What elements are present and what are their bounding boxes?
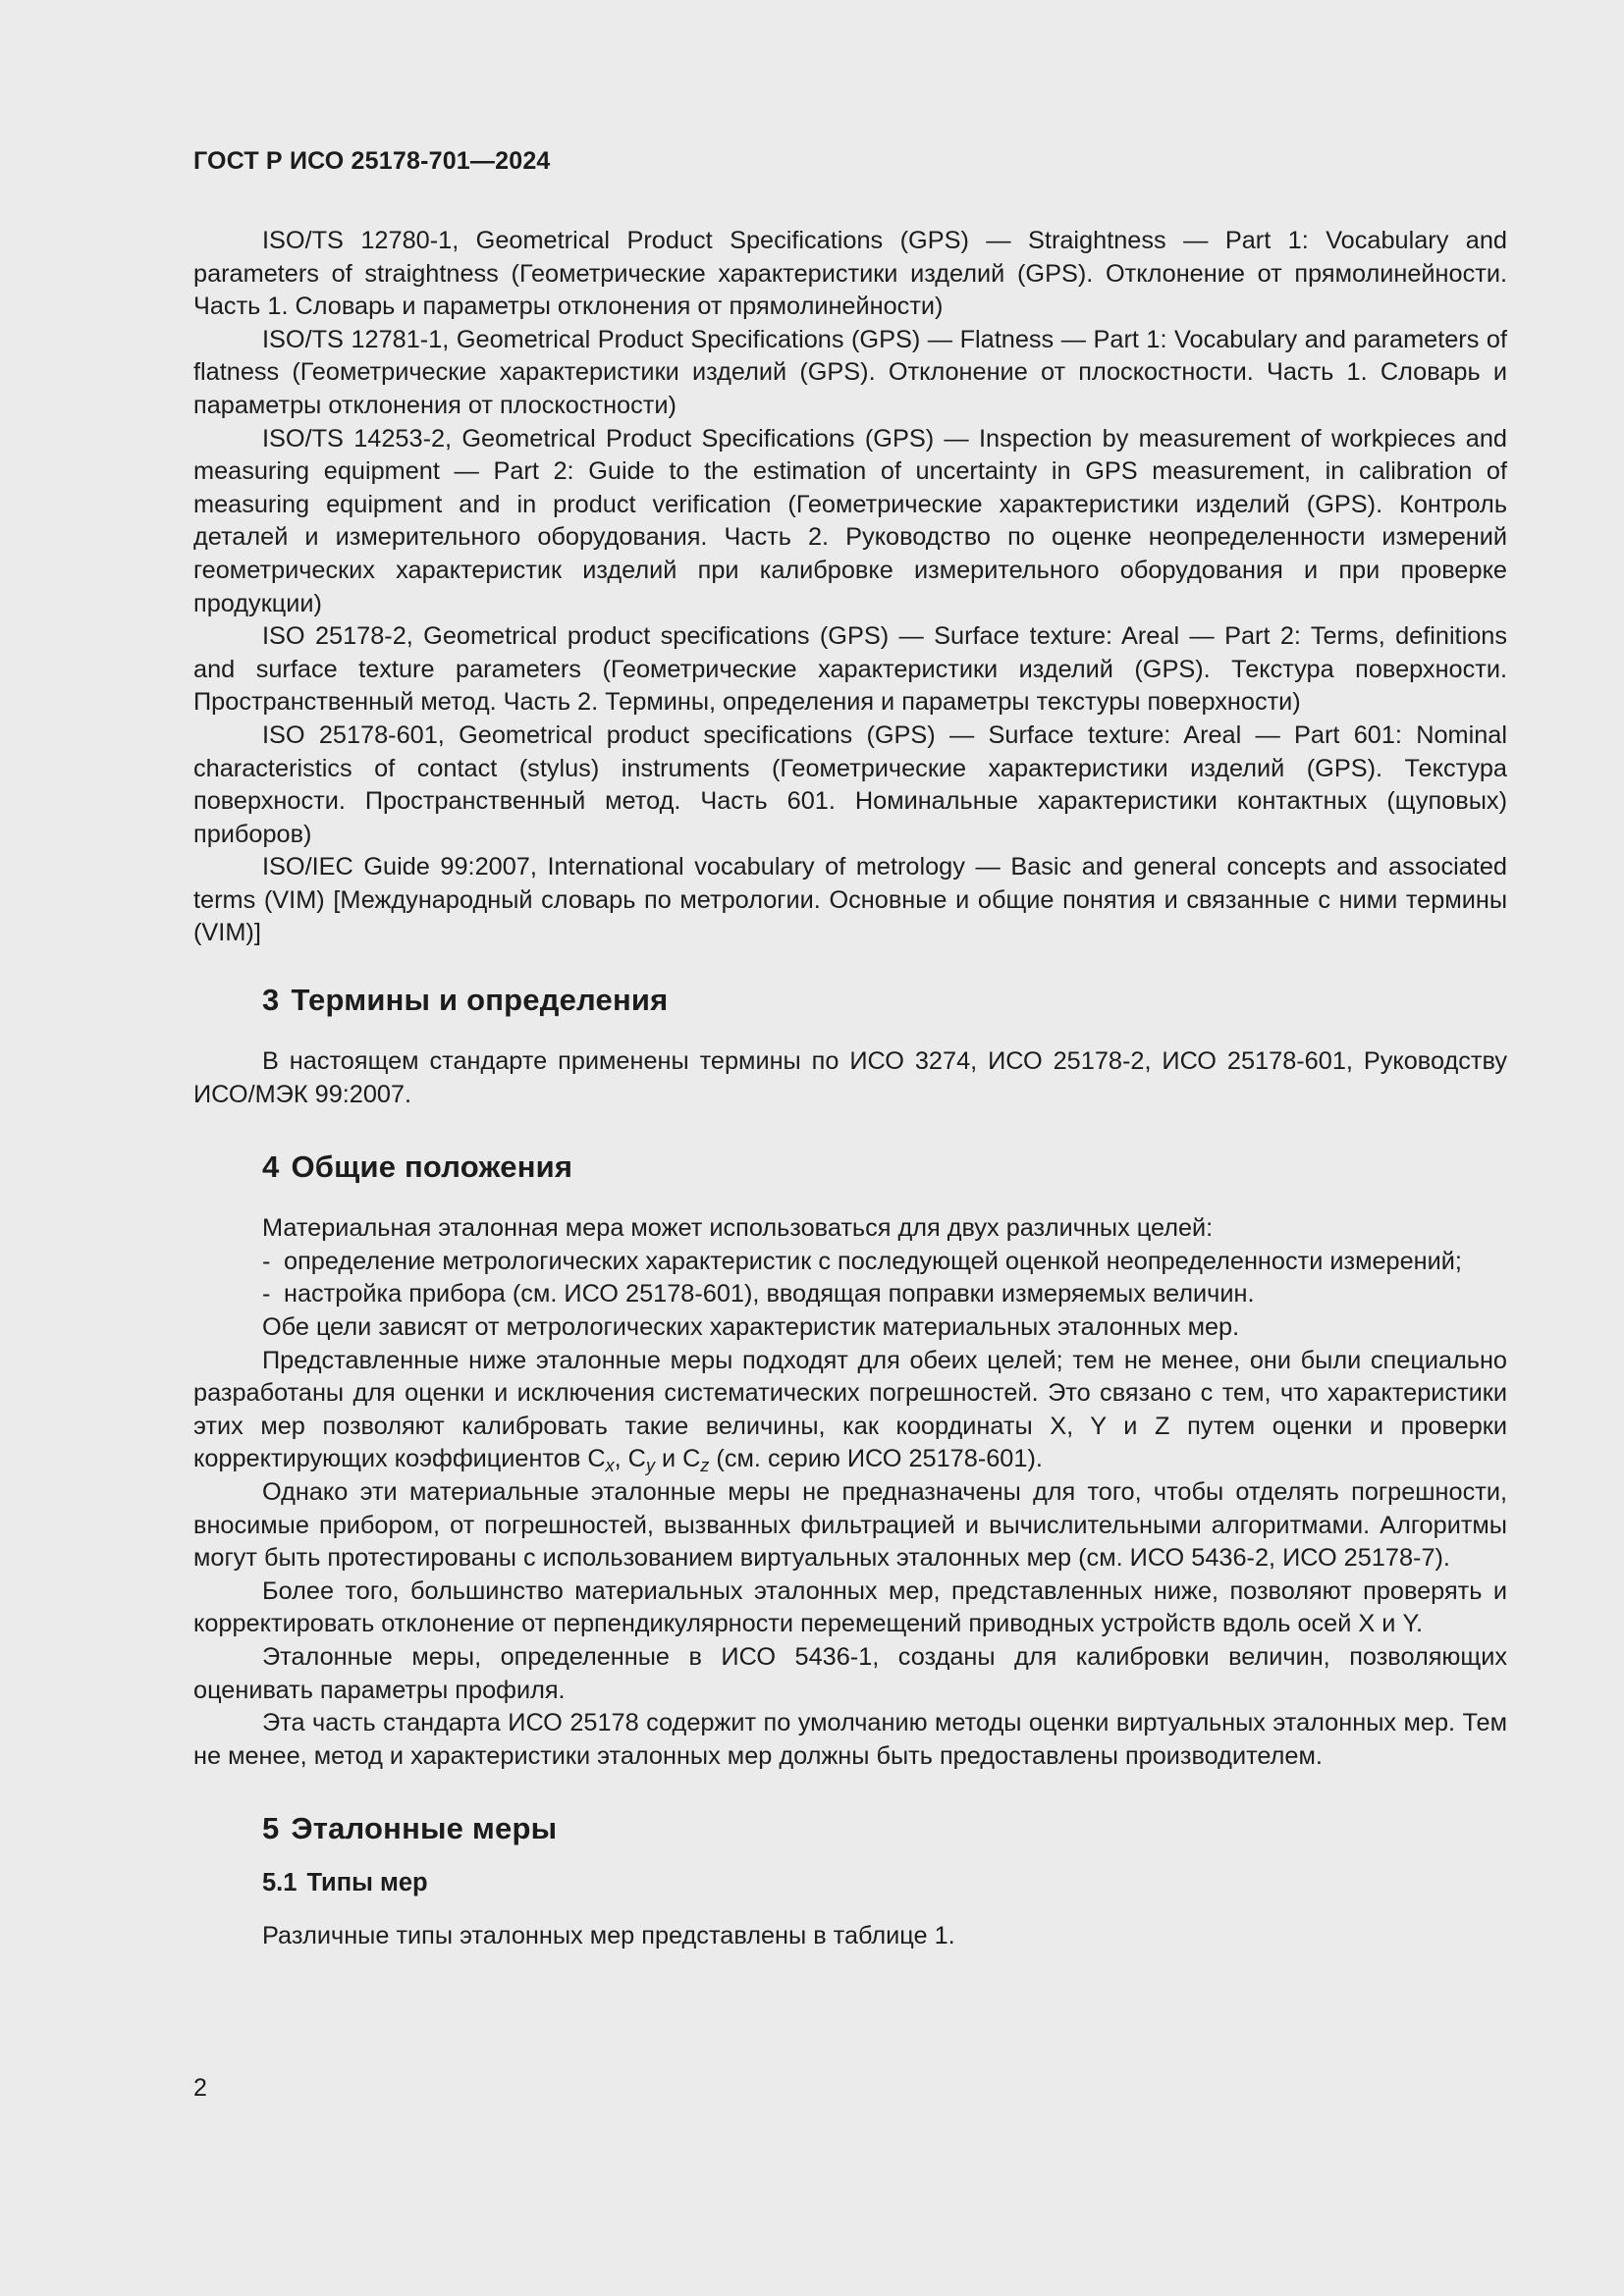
section-3-heading: [193, 981, 1507, 1020]
subsection-5-1-title: Типы мер: [306, 1869, 428, 1897]
section-4-intro: Материальная эталонная мера может использоваться для двух различных целей:: [262, 1214, 1214, 1243]
document-header: ГОСТ Р ИСО 25178-701—2024: [193, 147, 551, 175]
section-5-heading: [193, 1809, 1507, 1848]
reference-item: ISO 25178-601, Geometrical product specifications (GPS) — Surface texture: Areal — Part 601: Nominal characteristics of contact (stylus) instruments (Геометрические характеристики изделий (GPS). Текстура поверхности. Пространственный метод. Часть 601. Номинальные характеристики контактных (щуповых) приборов): [193, 721, 1507, 848]
reference-item: ISO/TS 14253-2, Geometrical Product Specifications (GPS) — Inspection by measurement of workpieces and measuring equipment — Part 2: Guide to the estimation of uncertainty in GPS measurement, in calibration of measuring equipment and in product verification (Геометрические характеристики изделий (GPS). Контроль деталей и измерительного оборудования. Часть 2. Руководство по оценке неопределенности измерений геометрических характеристик изделий при калибровке измерительного оборудования и при проверке продукции): [193, 424, 1507, 617]
reference-item: ISO/TS 12780-1, Geometrical Product Specifications (GPS) — Straightness — Part 1: Vocabulary and parameters of straightness (Геометрические характеристики изделий (GPS). Отклонение от прямолинейности. Часть 1. Словарь и параметры отклонения от прямолинейности): [193, 227, 1507, 321]
list-item: [193, 1278, 1507, 1311]
section-4-number: 4: [262, 1149, 280, 1185]
page-number: 2: [193, 2074, 207, 2102]
reference-item: ISO/TS 12781-1, Geometrical Product Specifications (GPS) — Flatness — Part 1: Vocabulary and parameters of flatness (Геометрические характеристики изделий (GPS). Отклонение от плоскостности. Часть 1. Словарь и параметры отклонения от плоскостности): [193, 325, 1507, 419]
list-item-text: определение метрологических характеристик с последующей оценкой неопределенности измерений;: [284, 1247, 1462, 1275]
section-5-title: Эталонные меры: [291, 1811, 558, 1846]
subsection-5-1-heading: [193, 1866, 1507, 1899]
section-3-text: В настоящем стандарте применены термины по ИСО 3274, ИСО 25178-2, ИСО 25178-601, Руководству ИСО/МЭК 99:2007.: [193, 1047, 1507, 1108]
reference-item: ISO 25178-2, Geometrical product specifications (GPS) — Surface texture: Areal — Part 2: Terms, definitions and surface texture parameters (Геометрические характеристики изделий (GPS). Текстура поверхности. Пространственный метод. Часть 2. Термины, определения и параметры текстуры поверхности): [193, 622, 1507, 717]
section-3-title: Термины и определения: [291, 983, 669, 1018]
list-dash: -: [262, 1280, 271, 1308]
page-content: [193, 225, 1507, 1953]
coef-subscript-y: y: [645, 1456, 655, 1476]
section-3-number: 3: [262, 983, 280, 1018]
list-item: [193, 1246, 1507, 1279]
reference-item: ISO/IEC Guide 99:2007, International vocabulary of metrology — Basic and general concepts and associated terms (VIM) [Международный словарь по метрологии. Основные и общие понятия и связанные с ними термины (VIM)]: [193, 853, 1507, 947]
coef-separator: ,: [614, 1445, 628, 1473]
paragraph-text: Представленные ниже эталонные меры подходят для обеих целей; тем не менее, они были специально разработаны для оценки и исключения систематических погрешностей. Это связано с тем, что характеристики этих мер позволяют калибровать такие величины, как координаты X, Y и Z путем оценки и проверки корректирующих коэффициентов: [193, 1346, 1507, 1473]
section-4-title: Общие положения: [291, 1149, 573, 1185]
coef-letter: C: [627, 1445, 646, 1473]
paragraph: Однако эти материальные эталонные меры не предназначены для того, чтобы отделять погрешности, вносимые прибором, от погрешностей, вызванных фильтрацией и вычислительными алгоритмами. Алгоритмы могут быть протестированы с использованием виртуальных эталонных мер (см. ИСО 5436-2, ИСО 25178-7).: [193, 1478, 1507, 1573]
references-list: [193, 225, 1507, 950]
paragraph: Обе цели зависят от метрологических характеристик материальных эталонных мер.: [262, 1313, 1240, 1342]
section-5-text: Различные типы эталонных мер представлены в таблице 1.: [262, 1922, 955, 1950]
subsection-5-1-number: 5.1: [262, 1869, 298, 1897]
coef-subscript-z: z: [700, 1456, 710, 1476]
paragraph: Эта часть стандарта ИСО 25178 содержит по умолчанию методы оценки виртуальных эталонных мер. Тем не менее, метод и характеристики эталонных мер должны быть предоставлены производителем.: [193, 1709, 1507, 1770]
paragraph: Эталонные меры, определенные в ИСО 5436-1, созданы для калибровки величин, позволяющих оценивать параметры профиля.: [193, 1642, 1507, 1704]
paragraph-coefficients: [193, 1345, 1507, 1476]
section-4-heading: [193, 1148, 1507, 1187]
list-dash: -: [262, 1247, 271, 1275]
list-item-text: настройка прибора (см. ИСО 25178-601), вводящая поправки измеряемых величин.: [284, 1280, 1255, 1308]
coef-subscript-x: x: [605, 1456, 615, 1476]
section-5-number: 5: [262, 1811, 280, 1846]
coef-conjunction: и: [654, 1445, 683, 1473]
coef-letter: C: [587, 1445, 606, 1473]
paragraph-text: (см. серию ИСО 25178-601).: [709, 1445, 1043, 1473]
paragraph: Более того, большинство материальных эталонных мер, представленных ниже, позволяют проверять и корректировать отклонение от перпендикулярности перемещений приводных устройств вдоль осей X и Y.: [193, 1576, 1507, 1638]
coef-letter: C: [682, 1445, 701, 1473]
